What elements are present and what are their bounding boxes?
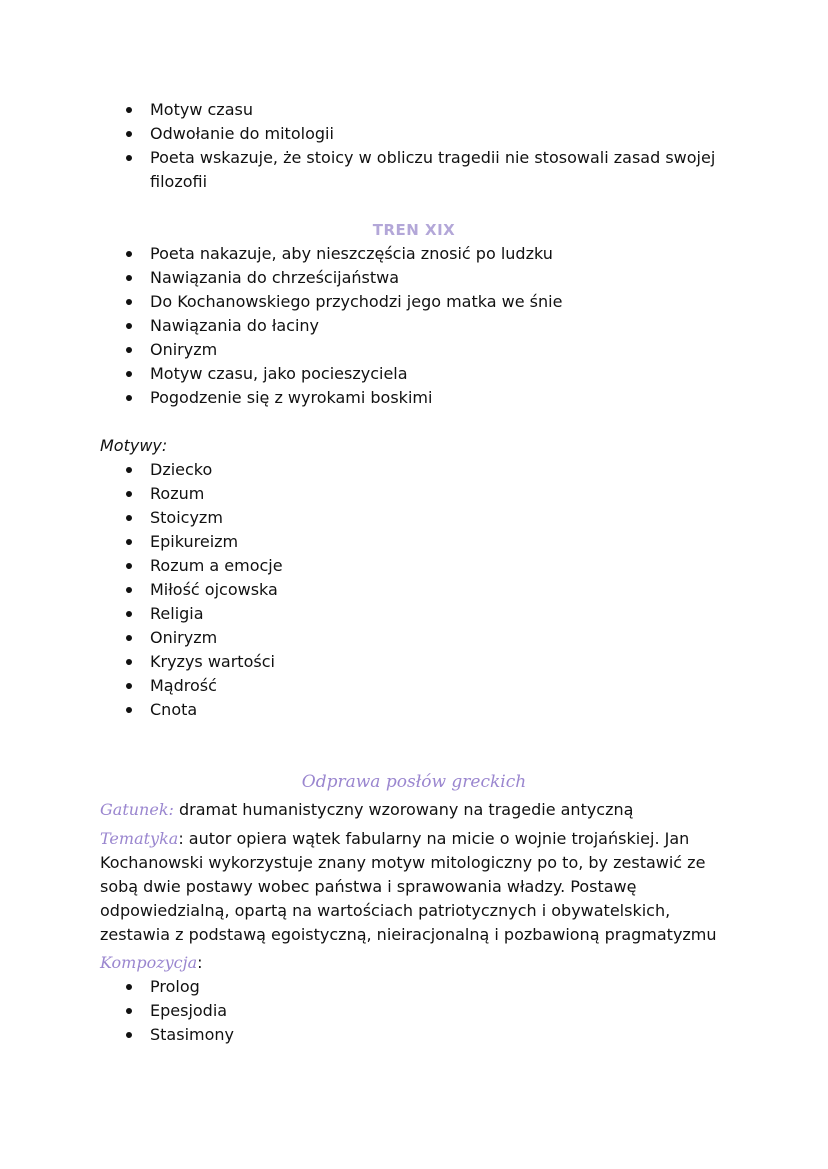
list-item: Poeta nakazuje, aby nieszczęścia znosić po ludzku — [100, 242, 740, 266]
list-item: Kryzys wartości — [100, 650, 740, 674]
tematyka-text: : autor opiera wątek fabularny na micie o wojnie trojańskiej. Jan Kochanowski wykorzystuje znany motyw mitologiczny po to, by zestawić ze sobą dwie postawy wobec państwa i sprawowania władzy. Postawę odpowiedzialną, opartą na wartościach patriotycznych i obywatelskich, zestawia z podstawą egoistyczną, nieiracjonalną i pozbawioną pragmatyzmu — [100, 829, 717, 944]
kompozycja-label: Kompozycja — [100, 953, 198, 972]
motywy-section — [100, 434, 740, 722]
list-top — [100, 98, 740, 194]
list-item: Prolog — [100, 975, 740, 999]
list-item: Oniryzm — [100, 338, 740, 362]
list-item: Oniryzm — [100, 626, 740, 650]
tematyka-paragraph — [100, 827, 730, 947]
gatunek-text: dramat humanistyczny wzorowany na tragedie antyczną — [173, 800, 634, 819]
odprawa-title: Odprawa posłów greckich — [301, 772, 527, 792]
list-item: Rozum a emocje — [100, 554, 740, 578]
list-item: Stasimony — [100, 1023, 740, 1047]
list-item: Nawiązania do chrześcijaństwa — [100, 266, 740, 290]
motywy-label: Motywy: — [100, 436, 168, 455]
tren-xix-heading: TREN XIX — [372, 221, 456, 239]
list-item: Odwołanie do mitologii — [100, 122, 740, 146]
list-item: Miłość ojcowska — [100, 578, 740, 602]
list-item: Dziecko — [100, 458, 740, 482]
list-item: Poeta wskazuje, że stoicy w obliczu tragedii nie stosowali zasad swojej filozofii — [100, 146, 740, 194]
list-item: Cnota — [100, 698, 740, 722]
list-item: Rozum — [100, 482, 740, 506]
list-item: Do Kochanowskiego przychodzi jego matka we śnie — [100, 290, 740, 314]
list-item: Stoicyzm — [100, 506, 740, 530]
list-item: Mądrość — [100, 674, 740, 698]
list-item: Religia — [100, 602, 740, 626]
list-item: Motyw czasu, jako pocieszyciela — [100, 362, 740, 386]
list-item: Motyw czasu — [100, 98, 740, 122]
kompozycja-list — [100, 975, 740, 1047]
list-item: Epesjodia — [100, 999, 740, 1023]
list-item: Epikureizm — [100, 530, 740, 554]
kompozycja-colon: : — [197, 953, 203, 972]
tren-xix-list — [100, 242, 740, 410]
gatunek-label: Gatunek: — [100, 800, 174, 819]
list-item: Nawiązania do łaciny — [100, 314, 740, 338]
kompozycja-line — [100, 951, 740, 975]
tematyka-label: Tematyka — [100, 829, 179, 848]
gatunek-line — [100, 798, 740, 822]
list-item: Pogodzenie się z wyrokami boskimi — [100, 386, 740, 410]
